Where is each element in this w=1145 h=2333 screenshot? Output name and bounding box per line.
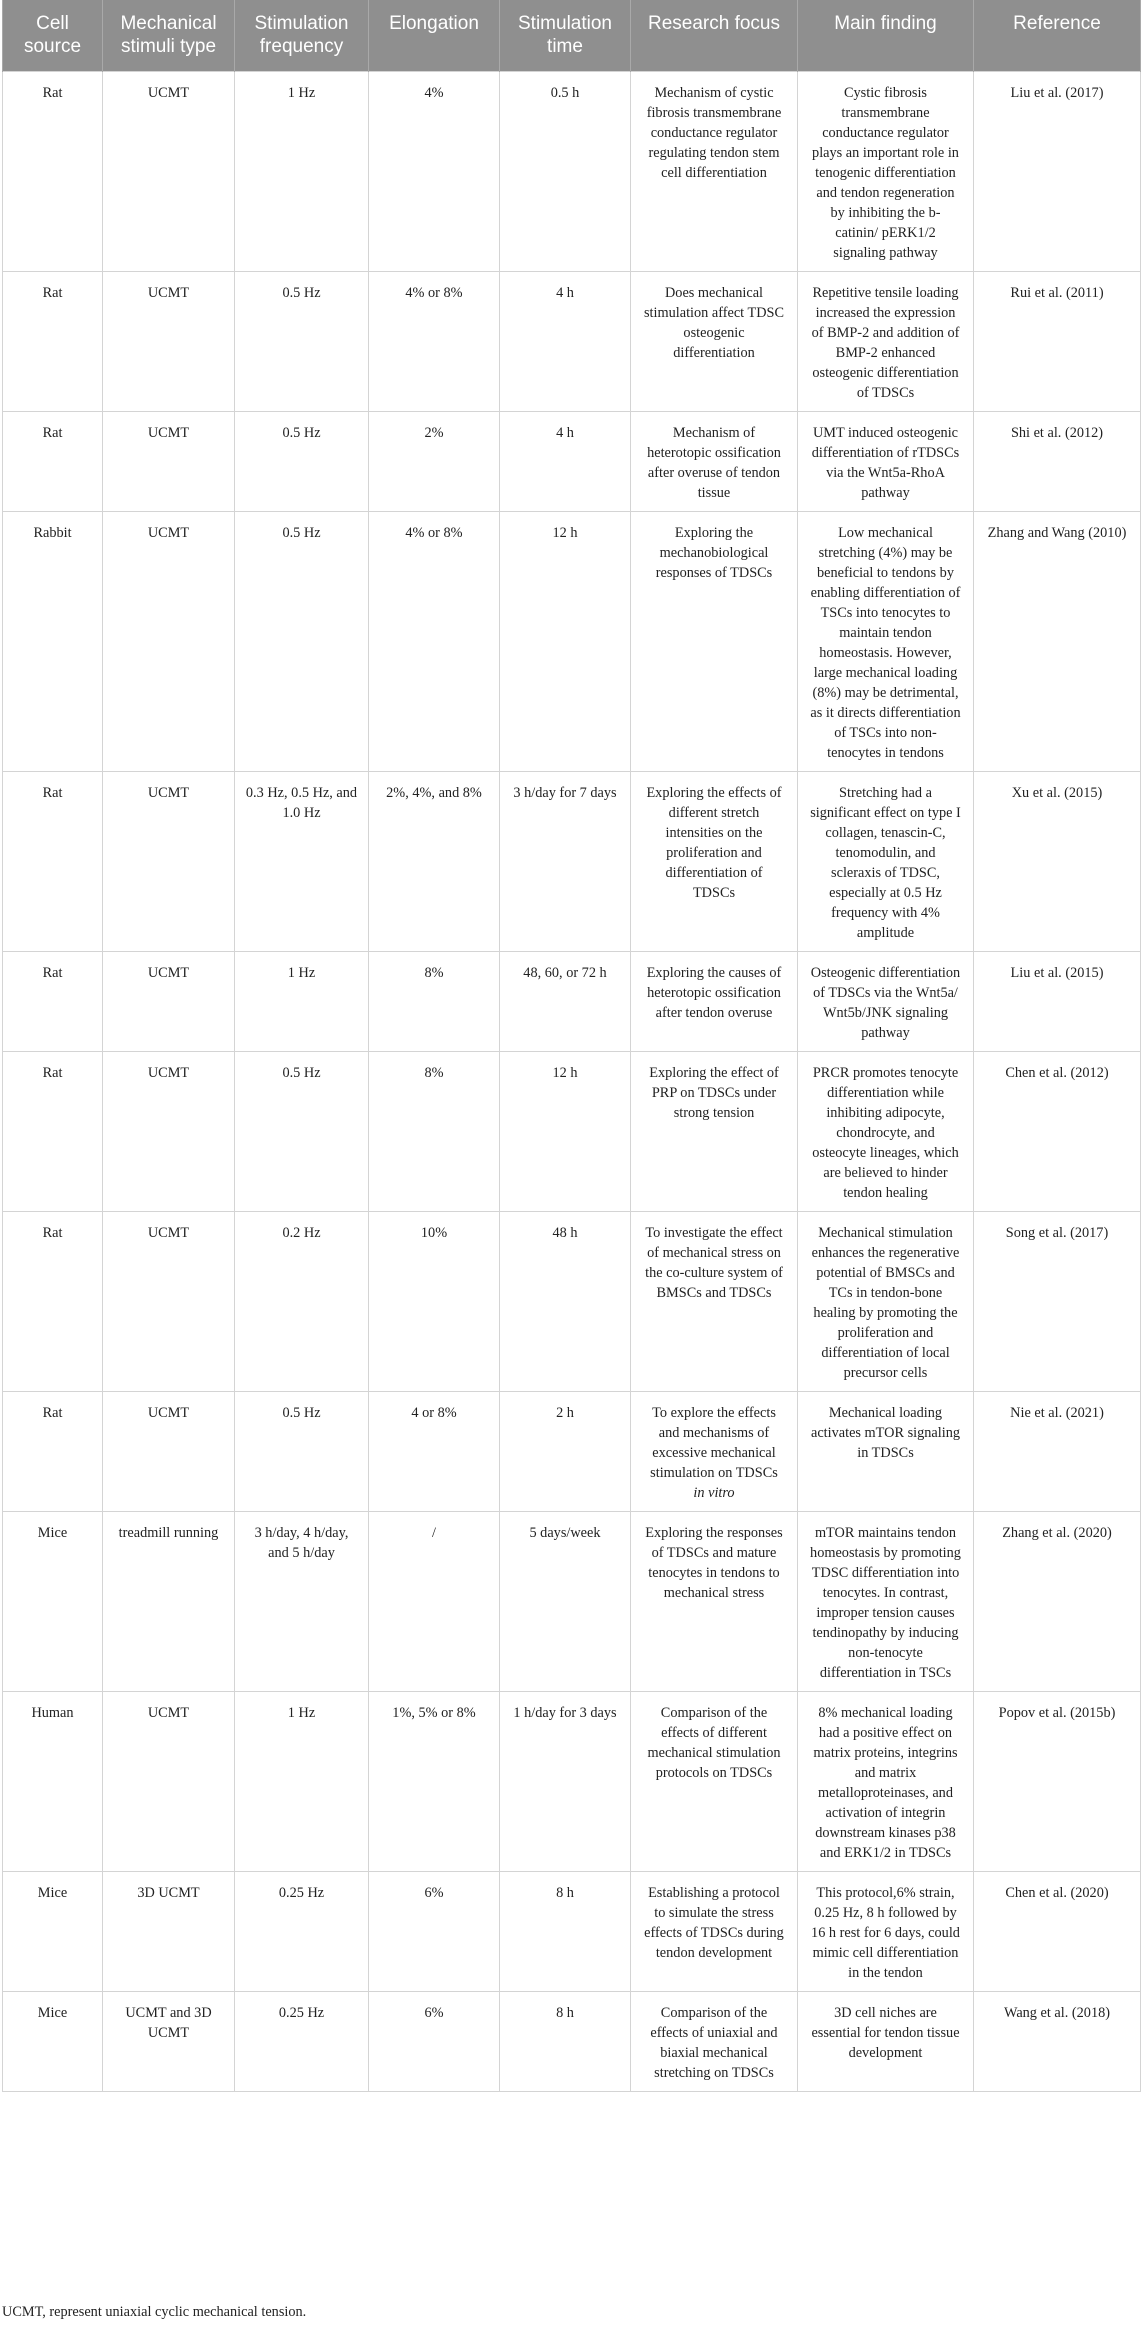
header-stimulation-time: Stimulation time (500, 0, 631, 72)
cell-stimulation-frequency (235, 1692, 369, 1872)
cell-research-focus (631, 952, 798, 1052)
stimulation-time-text: 0.5 h (550, 85, 580, 101)
cell-main-finding (798, 1872, 974, 1992)
header-elongation: Elongation (369, 0, 500, 72)
cell-elongation (369, 512, 500, 772)
reference-text: Wang et al. (2018) (1003, 2005, 1111, 2021)
main-finding-text: Low mechanical stretching (4%) may be beneficial to tendons by enabling differentiation of TSCs into tenocytes to maintain tendon homeostasis. However, large mechanical loading (8%) may be detrimental, as it directs differentiation of TSCs into non-tenocytes in tendons (810, 525, 961, 761)
main-finding-text: 3D cell niches are essential for tendon tissue development (811, 2005, 960, 2061)
cell-reference (974, 272, 1141, 412)
cell-stimulation-time (500, 512, 631, 772)
cell-cell-source (3, 1512, 103, 1692)
table-row (3, 72, 1141, 272)
cell-research-focus (631, 1392, 798, 1512)
research-focus-text: Exploring the effects of different stretch intensities on the proliferation and differentiation of TDSCs (646, 785, 782, 901)
reference-text: Nie et al. (2021) (1010, 1405, 1104, 1421)
cell-main-finding (798, 412, 974, 512)
stimulation-frequency-text: 0.5 Hz (282, 1065, 321, 1081)
cell-research-focus (631, 1992, 798, 2092)
main-finding-text: This protocol,6% strain, 0.25 Hz, 8 h followed by 16 h rest for 6 days, could mimic cell differentiation in the tendon (811, 1885, 960, 1981)
table-row (3, 1392, 1141, 1512)
cell-reference (974, 1692, 1141, 1872)
cell-elongation (369, 412, 500, 512)
cell-research-focus (631, 1692, 798, 1872)
elongation-text: 4 or 8% (411, 1405, 457, 1421)
main-finding-text: Mechanical loading activates mTOR signaling in TDSCs (810, 1405, 961, 1461)
cell-main-finding (798, 772, 974, 952)
stimulation-time-text: 2 h (556, 1405, 574, 1421)
cell-elongation (369, 1692, 500, 1872)
cell-main-finding (798, 512, 974, 772)
cell-elongation (369, 272, 500, 412)
cell-reference (974, 512, 1141, 772)
stimulation-time-text: 12 h (552, 1065, 578, 1081)
cell-main-finding (798, 1992, 974, 2092)
stimulation-time-text: 4 h (556, 285, 574, 301)
cell-stimulation-time (500, 412, 631, 512)
cell-main-finding (798, 1392, 974, 1512)
cell-stimulation-frequency (235, 512, 369, 772)
header-stimuli-type: Mechanical stimuli type (103, 0, 235, 72)
stimuli-type-text: UCMT (147, 965, 190, 981)
cell-reference (974, 1392, 1141, 1512)
elongation-text: 4% or 8% (405, 525, 463, 541)
cell-source-text: Rat (42, 425, 63, 441)
research-focus-text: Comparison of the effects of different mechanical stimulation protocols on TDSCs (647, 1705, 781, 1781)
cell-source-text: Rat (42, 785, 63, 801)
table-row (3, 272, 1141, 412)
cell-stimulation-frequency (235, 412, 369, 512)
cell-stimulation-frequency (235, 1052, 369, 1212)
research-focus-text: Does mechanical stimulation affect TDSC osteogenic differentiation (643, 285, 785, 361)
reference-text: Zhang et al. (2020) (1002, 1525, 1112, 1541)
cell-stimulation-time (500, 1992, 631, 2092)
stimuli-type-text: treadmill running (118, 1525, 219, 1541)
stimuli-type-text: 3D UCMT (137, 1885, 200, 1901)
data-table (2, 0, 1141, 2092)
research-focus-text: To investigate the effect of mechanical stress on the co-culture system of BMSCs and TDSCs (645, 1225, 783, 1301)
stimuli-type-text: UCMT (147, 525, 190, 541)
cell-stimulation-frequency (235, 1212, 369, 1392)
cell-main-finding (798, 72, 974, 272)
cell-stimuli-type (103, 772, 235, 952)
cell-elongation (369, 1212, 500, 1392)
stimuli-type-text: UCMT (147, 85, 190, 101)
reference-text: Liu et al. (2017) (1010, 85, 1104, 101)
stimulation-time-text: 48 h (552, 1225, 578, 1241)
stimuli-type-text: UCMT (147, 285, 190, 301)
cell-main-finding (798, 1052, 974, 1212)
reference-text: Liu et al. (2015) (1010, 965, 1104, 981)
table-row (3, 512, 1141, 772)
cell-main-finding (798, 1692, 974, 1872)
cell-main-finding (798, 272, 974, 412)
stimulation-frequency-text: 3 h/day, 4 h/day, and 5 h/day (254, 1525, 349, 1561)
cell-source-text: Rat (42, 285, 63, 301)
cell-research-focus (631, 72, 798, 272)
cell-cell-source (3, 1392, 103, 1512)
research-focus-text: Mechanism of cystic fibrosis transmembrane conductance regulator regulating tendon stem cell differentiation (646, 85, 782, 181)
cell-stimuli-type (103, 72, 235, 272)
research-focus-italic: in vitro (693, 1485, 735, 1501)
stimulation-frequency-text: 1 Hz (287, 965, 316, 981)
cell-stimuli-type (103, 1392, 235, 1512)
cell-research-focus (631, 412, 798, 512)
table-row (3, 1992, 1141, 2092)
cell-source-text: Rat (42, 1065, 63, 1081)
stimuli-type-text: UCMT (147, 1225, 190, 1241)
cell-source-text: Rat (42, 965, 63, 981)
stimulation-time-text: 1 h/day for 3 days (513, 1705, 617, 1721)
cell-cell-source (3, 1052, 103, 1212)
cell-source-text: Rat (42, 1405, 63, 1421)
main-finding-text: Osteogenic differentiation of TDSCs via the Wnt5a/ Wnt5b/JNK signaling pathway (810, 965, 961, 1041)
cell-elongation (369, 1992, 500, 2092)
cell-source-text: Human (31, 1705, 74, 1721)
reference-text: Popov et al. (2015b) (998, 1705, 1116, 1721)
elongation-text: 2% (424, 425, 444, 441)
cell-research-focus (631, 272, 798, 412)
cell-source-text: Mice (37, 1525, 68, 1541)
cell-stimulation-frequency (235, 1512, 369, 1692)
cell-reference (974, 1512, 1141, 1692)
table-row (3, 952, 1141, 1052)
cell-reference (974, 1212, 1141, 1392)
cell-research-focus (631, 772, 798, 952)
cell-stimuli-type (103, 1872, 235, 1992)
cell-research-focus (631, 512, 798, 772)
cell-elongation (369, 1512, 500, 1692)
stimulation-frequency-text: 1 Hz (287, 1705, 316, 1721)
main-finding-text: PRCR promotes tenocyte differentiation while inhibiting adipocyte, chondrocyte, and osteocyte lineages, which are believed to hinder tendon healing (812, 1065, 959, 1201)
header-main-finding: Main finding (798, 0, 974, 72)
stimulation-time-text: 12 h (552, 525, 578, 541)
cell-cell-source (3, 1872, 103, 1992)
cell-stimulation-frequency (235, 1392, 369, 1512)
cell-cell-source (3, 1992, 103, 2092)
cell-stimuli-type (103, 412, 235, 512)
cell-cell-source (3, 1692, 103, 1872)
table-header (3, 0, 1141, 72)
table-row (3, 1692, 1141, 1872)
cell-stimuli-type (103, 1052, 235, 1212)
cell-main-finding (798, 1212, 974, 1392)
cell-elongation (369, 772, 500, 952)
reference-text: Chen et al. (2012) (1005, 1065, 1109, 1081)
elongation-text: 2%, 4%, and 8% (386, 785, 482, 801)
research-focus-text: Exploring the causes of heterotopic ossification after tendon overuse (646, 965, 782, 1021)
cell-stimuli-type (103, 272, 235, 412)
cell-reference (974, 1872, 1141, 1992)
elongation-text: 10% (420, 1225, 448, 1241)
table-row (3, 772, 1141, 952)
cell-stimulation-time (500, 1692, 631, 1872)
main-finding-text: Cystic fibrosis transmembrane conductance regulator plays an important role in tenogenic differentiation and tendon regeneration by inhibiting the b-catinin/ pERK1/2 signaling pathway (812, 85, 959, 261)
cell-source-text: Rabbit (33, 525, 72, 541)
stimulation-frequency-text: 0.5 Hz (282, 425, 321, 441)
reference-text: Shi et al. (2012) (1010, 425, 1104, 441)
cell-main-finding (798, 1512, 974, 1692)
cell-elongation (369, 72, 500, 272)
elongation-text: 8% (424, 1065, 444, 1081)
stimulation-frequency-text: 0.3 Hz, 0.5 Hz, and 1.0 Hz (245, 785, 358, 821)
cell-reference (974, 412, 1141, 512)
cell-cell-source (3, 272, 103, 412)
research-focus-text: Exploring the mechanobiological responses of TDSCs (655, 525, 773, 581)
cell-stimulation-frequency (235, 272, 369, 412)
research-focus-text: Establishing a protocol to simulate the stress effects of TDSCs during tendon development (644, 1885, 784, 1961)
table-row (3, 1212, 1141, 1392)
cell-stimulation-frequency (235, 1872, 369, 1992)
cell-stimuli-type (103, 1512, 235, 1692)
cell-source-text: Mice (37, 2005, 68, 2021)
stimulation-frequency-text: 0.5 Hz (282, 1405, 321, 1421)
stimulation-time-text: 3 h/day for 7 days (513, 785, 617, 801)
stimuli-type-text: UCMT (147, 1405, 190, 1421)
main-finding-text: Mechanical stimulation enhances the regenerative potential of BMSCs and TCs in tendon-bone healing by promoting the proliferation and differentiation of local precursor cells (811, 1225, 960, 1381)
table-row (3, 1872, 1141, 1992)
table-row (3, 412, 1141, 512)
cell-stimulation-time (500, 772, 631, 952)
stimuli-type-text: UCMT (147, 1705, 190, 1721)
research-focus-text: Comparison of the effects of uniaxial and biaxial mechanical stretching on TDSCs (650, 2005, 778, 2081)
header-research-focus: Research focus (631, 0, 798, 72)
cell-stimuli-type (103, 1692, 235, 1872)
cell-main-finding (798, 952, 974, 1052)
elongation-text: 4% (424, 85, 444, 101)
stimuli-type-text: UCMT (147, 785, 190, 801)
stimulation-time-text: 5 days/week (529, 1525, 601, 1541)
cell-research-focus (631, 1512, 798, 1692)
research-focus-text: Mechanism of heterotopic ossification after overuse of tendon tissue (647, 425, 781, 501)
elongation-text: 1%, 5% or 8% (392, 1705, 476, 1721)
reference-text: Xu et al. (2015) (1011, 785, 1103, 801)
research-focus-text: To explore the effects and mechanisms of excessive mechanical stimulation on TDSCs (650, 1405, 778, 1481)
stimulation-time-text: 8 h (556, 1885, 574, 1901)
cell-cell-source (3, 412, 103, 512)
cell-reference (974, 1052, 1141, 1212)
cell-stimulation-time (500, 1512, 631, 1692)
elongation-text: 6% (424, 2005, 444, 2021)
stimulation-frequency-text: 0.25 Hz (278, 1885, 325, 1901)
stimulation-frequency-text: 0.5 Hz (282, 285, 321, 301)
cell-stimulation-time (500, 272, 631, 412)
cell-reference (974, 772, 1141, 952)
elongation-text: 8% (424, 965, 444, 981)
header-stimulation-frequency: Stimulation frequency (235, 0, 369, 72)
cell-stimuli-type (103, 952, 235, 1052)
stimulation-frequency-text: 0.25 Hz (278, 2005, 325, 2021)
research-focus-text: Exploring the effect of PRP on TDSCs under strong tension (649, 1065, 779, 1121)
cell-stimulation-time (500, 952, 631, 1052)
cell-cell-source (3, 512, 103, 772)
cell-cell-source (3, 1212, 103, 1392)
cell-research-focus (631, 1052, 798, 1212)
cell-elongation (369, 1052, 500, 1212)
cell-reference (974, 952, 1141, 1052)
cell-stimuli-type (103, 512, 235, 772)
elongation-text: / (432, 1525, 436, 1541)
main-finding-text: UMT induced osteogenic differentiation of rTDSCs via the Wnt5a-RhoA pathway (811, 425, 960, 501)
cell-elongation (369, 1392, 500, 1512)
stimulation-frequency-text: 0.5 Hz (282, 525, 321, 541)
elongation-text: 6% (424, 1885, 444, 1901)
stimulation-time-text: 8 h (556, 2005, 574, 2021)
main-finding-text: 8% mechanical loading had a positive effect on matrix proteins, integrins and matrix metalloproteinases, and activation of integrin downstream kinases p38 and ERK1/2 in TDSCs (813, 1705, 958, 1861)
cell-source-text: Mice (37, 1885, 68, 1901)
header-row (3, 0, 1141, 72)
cell-stimulation-frequency (235, 772, 369, 952)
cell-stimulation-time (500, 1392, 631, 1512)
cell-elongation (369, 952, 500, 1052)
research-focus-text: Exploring the responses of TDSCs and mature tenocytes in tendons to mechanical stress (645, 1525, 783, 1601)
cell-cell-source (3, 952, 103, 1052)
reference-text: Rui et al. (2011) (1010, 285, 1104, 301)
main-finding-text: mTOR maintains tendon homeostasis by promoting TDSC differentiation into tenocytes. In contrast, improper tension causes tendinopathy by inducing non-tenocyte differentiation in TSCs (810, 1525, 961, 1681)
table-body (3, 72, 1141, 2092)
stimuli-type-text: UCMT (147, 1065, 190, 1081)
stimulation-time-text: 48, 60, or 72 h (523, 965, 607, 981)
header-cell-source: Cell source (3, 0, 103, 72)
stimulation-time-text: 4 h (556, 425, 574, 441)
table-row (3, 1052, 1141, 1212)
cell-cell-source (3, 72, 103, 272)
cell-stimulation-time (500, 1052, 631, 1212)
stimulation-frequency-text: 0.2 Hz (282, 1225, 321, 1241)
reference-text: Song et al. (2017) (1005, 1225, 1109, 1241)
cell-stimuli-type (103, 1992, 235, 2092)
main-finding-text: Repetitive tensile loading increased the expression of BMP-2 and addition of BMP-2 enhanced osteogenic differentiation of TDSCs (811, 285, 960, 401)
cell-source-text: Rat (42, 85, 63, 101)
reference-text: Chen et al. (2020) (1005, 1885, 1109, 1901)
cell-research-focus (631, 1212, 798, 1392)
cell-elongation (369, 1872, 500, 1992)
stimulation-frequency-text: 1 Hz (287, 85, 316, 101)
cell-cell-source (3, 772, 103, 952)
cell-stimulation-frequency (235, 72, 369, 272)
cell-stimulation-time (500, 72, 631, 272)
cell-stimulation-frequency (235, 952, 369, 1052)
elongation-text: 4% or 8% (405, 285, 463, 301)
header-reference: Reference (974, 0, 1141, 72)
stimuli-type-text: UCMT and 3D UCMT (125, 2005, 212, 2041)
cell-reference (974, 1992, 1141, 2092)
cell-reference (974, 72, 1141, 272)
cell-research-focus (631, 1872, 798, 1992)
cell-stimuli-type (103, 1212, 235, 1392)
reference-text: Zhang and Wang (2010) (987, 525, 1127, 541)
cell-stimulation-time (500, 1212, 631, 1392)
main-finding-text: Stretching had a significant effect on type I collagen, tenascin-C, tenomodulin, and scleraxis of TDSC, especially at 0.5 Hz frequency with 4% amplitude (810, 785, 961, 941)
cell-stimulation-frequency (235, 1992, 369, 2092)
table-footnote: UCMT, represent uniaxial cyclic mechanical tension. (2, 2304, 307, 2320)
table-row (3, 1512, 1141, 1692)
cell-source-text: Rat (42, 1225, 63, 1241)
stimuli-type-text: UCMT (147, 425, 190, 441)
cell-stimulation-time (500, 1872, 631, 1992)
